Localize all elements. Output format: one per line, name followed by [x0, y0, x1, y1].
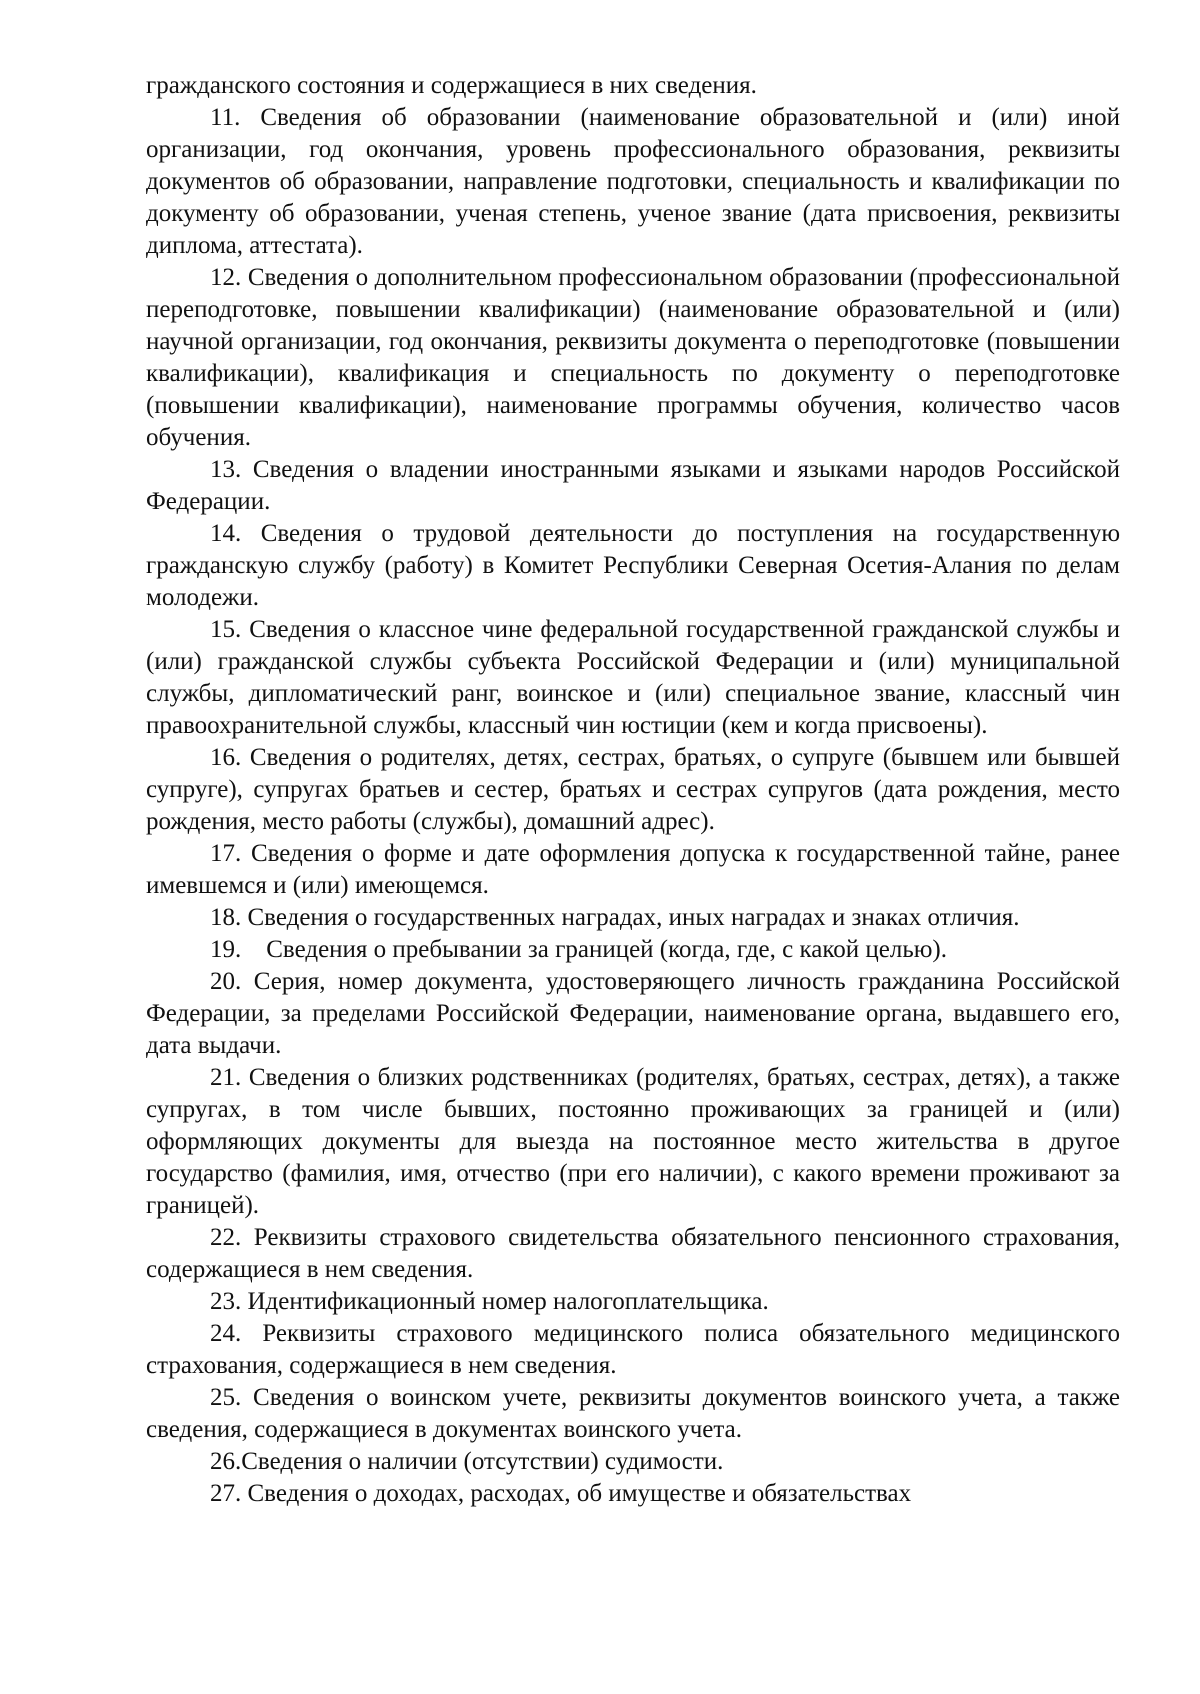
- paragraph-item-12: 12. Сведения о дополнительном профессиональном образовании (профессиональной переподготовке, повышении квалификации) (наименование образовательной и (или) научной организации, год окончания, реквизиты документа о переподготовке (повышении квалификации), квалификация и специальность по документу о переподготовке (повышении квалификации), наименование программы обучения, количество часов обучения.: [146, 264, 1120, 451]
- paragraph-item-13: 13. Сведения о владении иностранными языками и языками народов Российской Федерации.: [146, 456, 1120, 515]
- paragraph-item-21: 21. Сведения о близких родственниках (родителях, братьях, сестрах, детях), а также супругах, в том числе бывших, постоянно проживающих за границей и (или) оформляющих документы для выезда на постоянное место жительства в другое государство (фамилия, имя, отчество (при его наличии), с какого времени проживают за границей).: [146, 1064, 1120, 1219]
- paragraph-item-22: 22. Реквизиты страхового свидетельства обязательного пенсионного страхования, содержащиеся в нем сведения.: [146, 1224, 1120, 1283]
- paragraph-item-18: 18. Сведения о государственных наградах, иных наградах и знаках отличия.: [210, 904, 1020, 931]
- paragraph-item-20: 20. Серия, номер документа, удостоверяющего личность гражданина Российской Федерации, за пределами Российской Федерации, наименование органа, выдавшего его, дата выдачи.: [146, 968, 1120, 1059]
- paragraph-continuation: гражданского состояния и содержащиеся в них сведения.: [146, 72, 757, 99]
- paragraph-item-27: 27. Сведения о доходах, расходах, об имуществе и обязательствах: [210, 1480, 912, 1507]
- paragraph-item-24: 24. Реквизиты страхового медицинского полиса обязательного медицинского страхования, содержащиеся в нем сведения.: [146, 1320, 1120, 1379]
- paragraph-item-15: 15. Сведения о классное чине федеральной государственной гражданской службы и (или) гражданской службы субъекта Российской Федерации и (или) муниципальной службы, дипломатический ранг, воинское и (или) специальное звание, классный чин правоохранительной службы, классный чин юстиции (кем и когда присвоены).: [146, 616, 1120, 739]
- paragraph-item-19: 19. Сведения о пребывании за границей (когда, где, с какой целью).: [210, 936, 947, 963]
- paragraph-item-23: 23. Идентификационный номер налогоплательщика.: [210, 1288, 769, 1315]
- paragraph-item-25: 25. Сведения о воинском учете, реквизиты документов воинского учета, а также сведения, содержащиеся в документах воинского учета.: [146, 1384, 1120, 1443]
- paragraph-item-17: 17. Сведения о форме и дате оформления допуска к государственной тайне, ранее имевшемся и (или) имеющемся.: [146, 840, 1120, 899]
- paragraph-item-26: 26.Сведения о наличии (отсутствии) судимости.: [210, 1448, 724, 1475]
- paragraph-item-11: 11. Сведения об образовании (наименование образовательной и (или) иной организации, год окончания, уровень профессионального образования, реквизиты документов об образовании, направление подготовки, специальность и квалификации по документу об образовании, ученая степень, ученое звание (дата присвоения, реквизиты диплома, аттестата).: [146, 104, 1120, 259]
- document-page: [146, 70, 1120, 1510]
- paragraph-item-16: 16. Сведения о родителях, детях, сестрах, братьях, о супруге (бывшем или бывшей супруге), супругах братьев и сестер, братьях и сестрах супругов (дата рождения, место рождения, место работы (службы), домашний адрес).: [146, 744, 1120, 835]
- paragraph-item-14: 14. Сведения о трудовой деятельности до поступления на государственную гражданскую службу (работу) в Комитет Республики Северная Осетия-Алания по делам молодежи.: [146, 520, 1120, 611]
